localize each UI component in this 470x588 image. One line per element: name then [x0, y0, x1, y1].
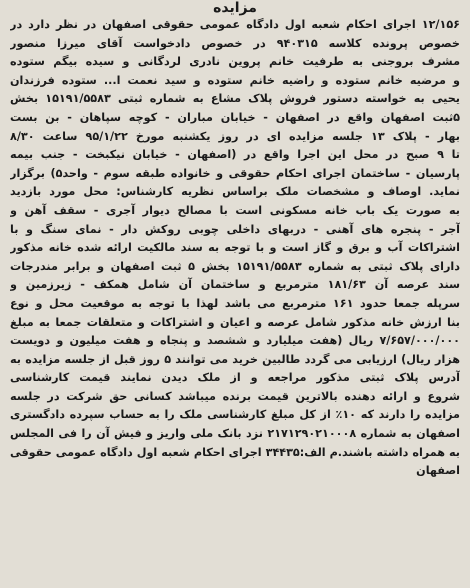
notice-line: یحیی به خواسته دستور فروش پلاک مشاع به شماره ثبتی ۱۵۱۹۱/۵۵۸۳ بخش	[10, 92, 460, 106]
notice-line: بنا ارزش خانه مذکور شامل عرصه و اعیان و اشتراکات و متعلقات جمعا به مبلغ	[10, 315, 460, 329]
notice-line: به همراه داشته باشند.م الف:۳۴۴۳۵ اجرای احکام شعبه اول دادگاه عمومی حقوقی	[10, 445, 460, 459]
notice-line: مزایده را دارند که ۱۰٪ از کل مبلغ کارشناسی ملک را به حساب سپرده دادگستری	[10, 408, 460, 422]
notice-line: شروع و ارائه دهنده بالاترین قیمت برنده میباشد کسانی حق شرکت در جلسه	[10, 389, 460, 403]
notice-line: دارای پلاک ثبتی به شماره ۱۵۱۹۱/۵۵۸۳ بخش ۵ ثبت اصفهان و برابر مندرجات	[10, 259, 460, 273]
notice-line: خصوص پرونده کلاسه ۹۴۰۳۱۵ در خصوص دادخواست آقای میرزا منصور	[10, 36, 460, 50]
notice-line: و مرضیه خانم ستوده و راضیه خانم ستوده و سید نعمت ا... ستوده فرزندان	[10, 73, 460, 87]
notice-line: به صورت یک باب خانه مسکونی است با مصالح دیوار آجری - سقف آهن و	[10, 203, 460, 217]
notice-title: مزایده	[213, 0, 257, 16]
notice-line: مشرف بروجنی به طرفیت خانم پروین نادری لردگانی و سیده بیگم ستوده	[10, 55, 460, 69]
notice-line: تا ۹ صبح در محل این اجرا واقع در (اصفهان - خیابان نیکبخت - جنب بیمه	[10, 148, 460, 162]
notice-line: هزار ریال) ارزیابی می گردد طالبین خرید می توانند ۵ روز قبل از جلسه مزایده به	[10, 352, 460, 366]
notice-line: سرپله جمعا حدود ۱۶۱ مترمربع می باشد لهذا با توجه به موقعیت محل و نوع	[10, 296, 460, 310]
notice-line: آدرس پلاک ثبتی مذکور مراجعه و از ملک دیدن نمایند قیمت کارشناسی	[10, 371, 460, 385]
notice-line: نماید. اوصاف و مشخصات ملک براساس نظریه کارشناس: محل مورد بازدید	[10, 185, 460, 199]
notice-line: سند عرصه آن ۱۸۱/۶۳ مترمربع و ساختمان آن شامل همکف - زیرزمین و	[10, 278, 460, 292]
notice-line: ۱۲/۱۵۶ اجرای احکام شعبه اول دادگاه عمومی حقوقی اصفهان در نظر دارد در	[10, 18, 460, 31]
notice-line: آجر - پنجره های آهنی - دربهای داخلی چوبی روکش دار - نمای سنگ و با	[10, 222, 460, 236]
notice-line: ۷/۶۵۷/۰۰۰/۰۰۰ ریال (هفت میلیارد و ششصد و پنجاه و هفت میلیون و دویست	[10, 334, 460, 348]
notice-line: بهار - پلاک ۱۳ جلسه مزایده ای در روز یکشنبه مورخ ۹۵/۱/۲۲ ساعت ۸/۳۰	[10, 129, 460, 143]
notice-line: اشتراکات آب و برق و گاز است و با توجه به سند مالکیت ارائه شده خانه مذکور	[10, 241, 460, 255]
notice-line: پارسیان - ساختمان اجرای احکام حقوقی و خانواده طبقه سوم - واحد۵) برگزار	[10, 166, 460, 180]
notice-line: ۵ثبت اصفهان واقع در اصفهان - خیابان مباران - کوچه سپاهان - بن بست	[10, 110, 460, 124]
notice-line: اصفهان	[416, 464, 460, 478]
notice-body	[10, 16, 460, 481]
notice-line: اصفهان به شماره ۲۱۷۱۲۹۰۲۱۰۰۰۸ نزد بانک ملی واریز و فیش آن را فی المجلس	[10, 427, 460, 441]
